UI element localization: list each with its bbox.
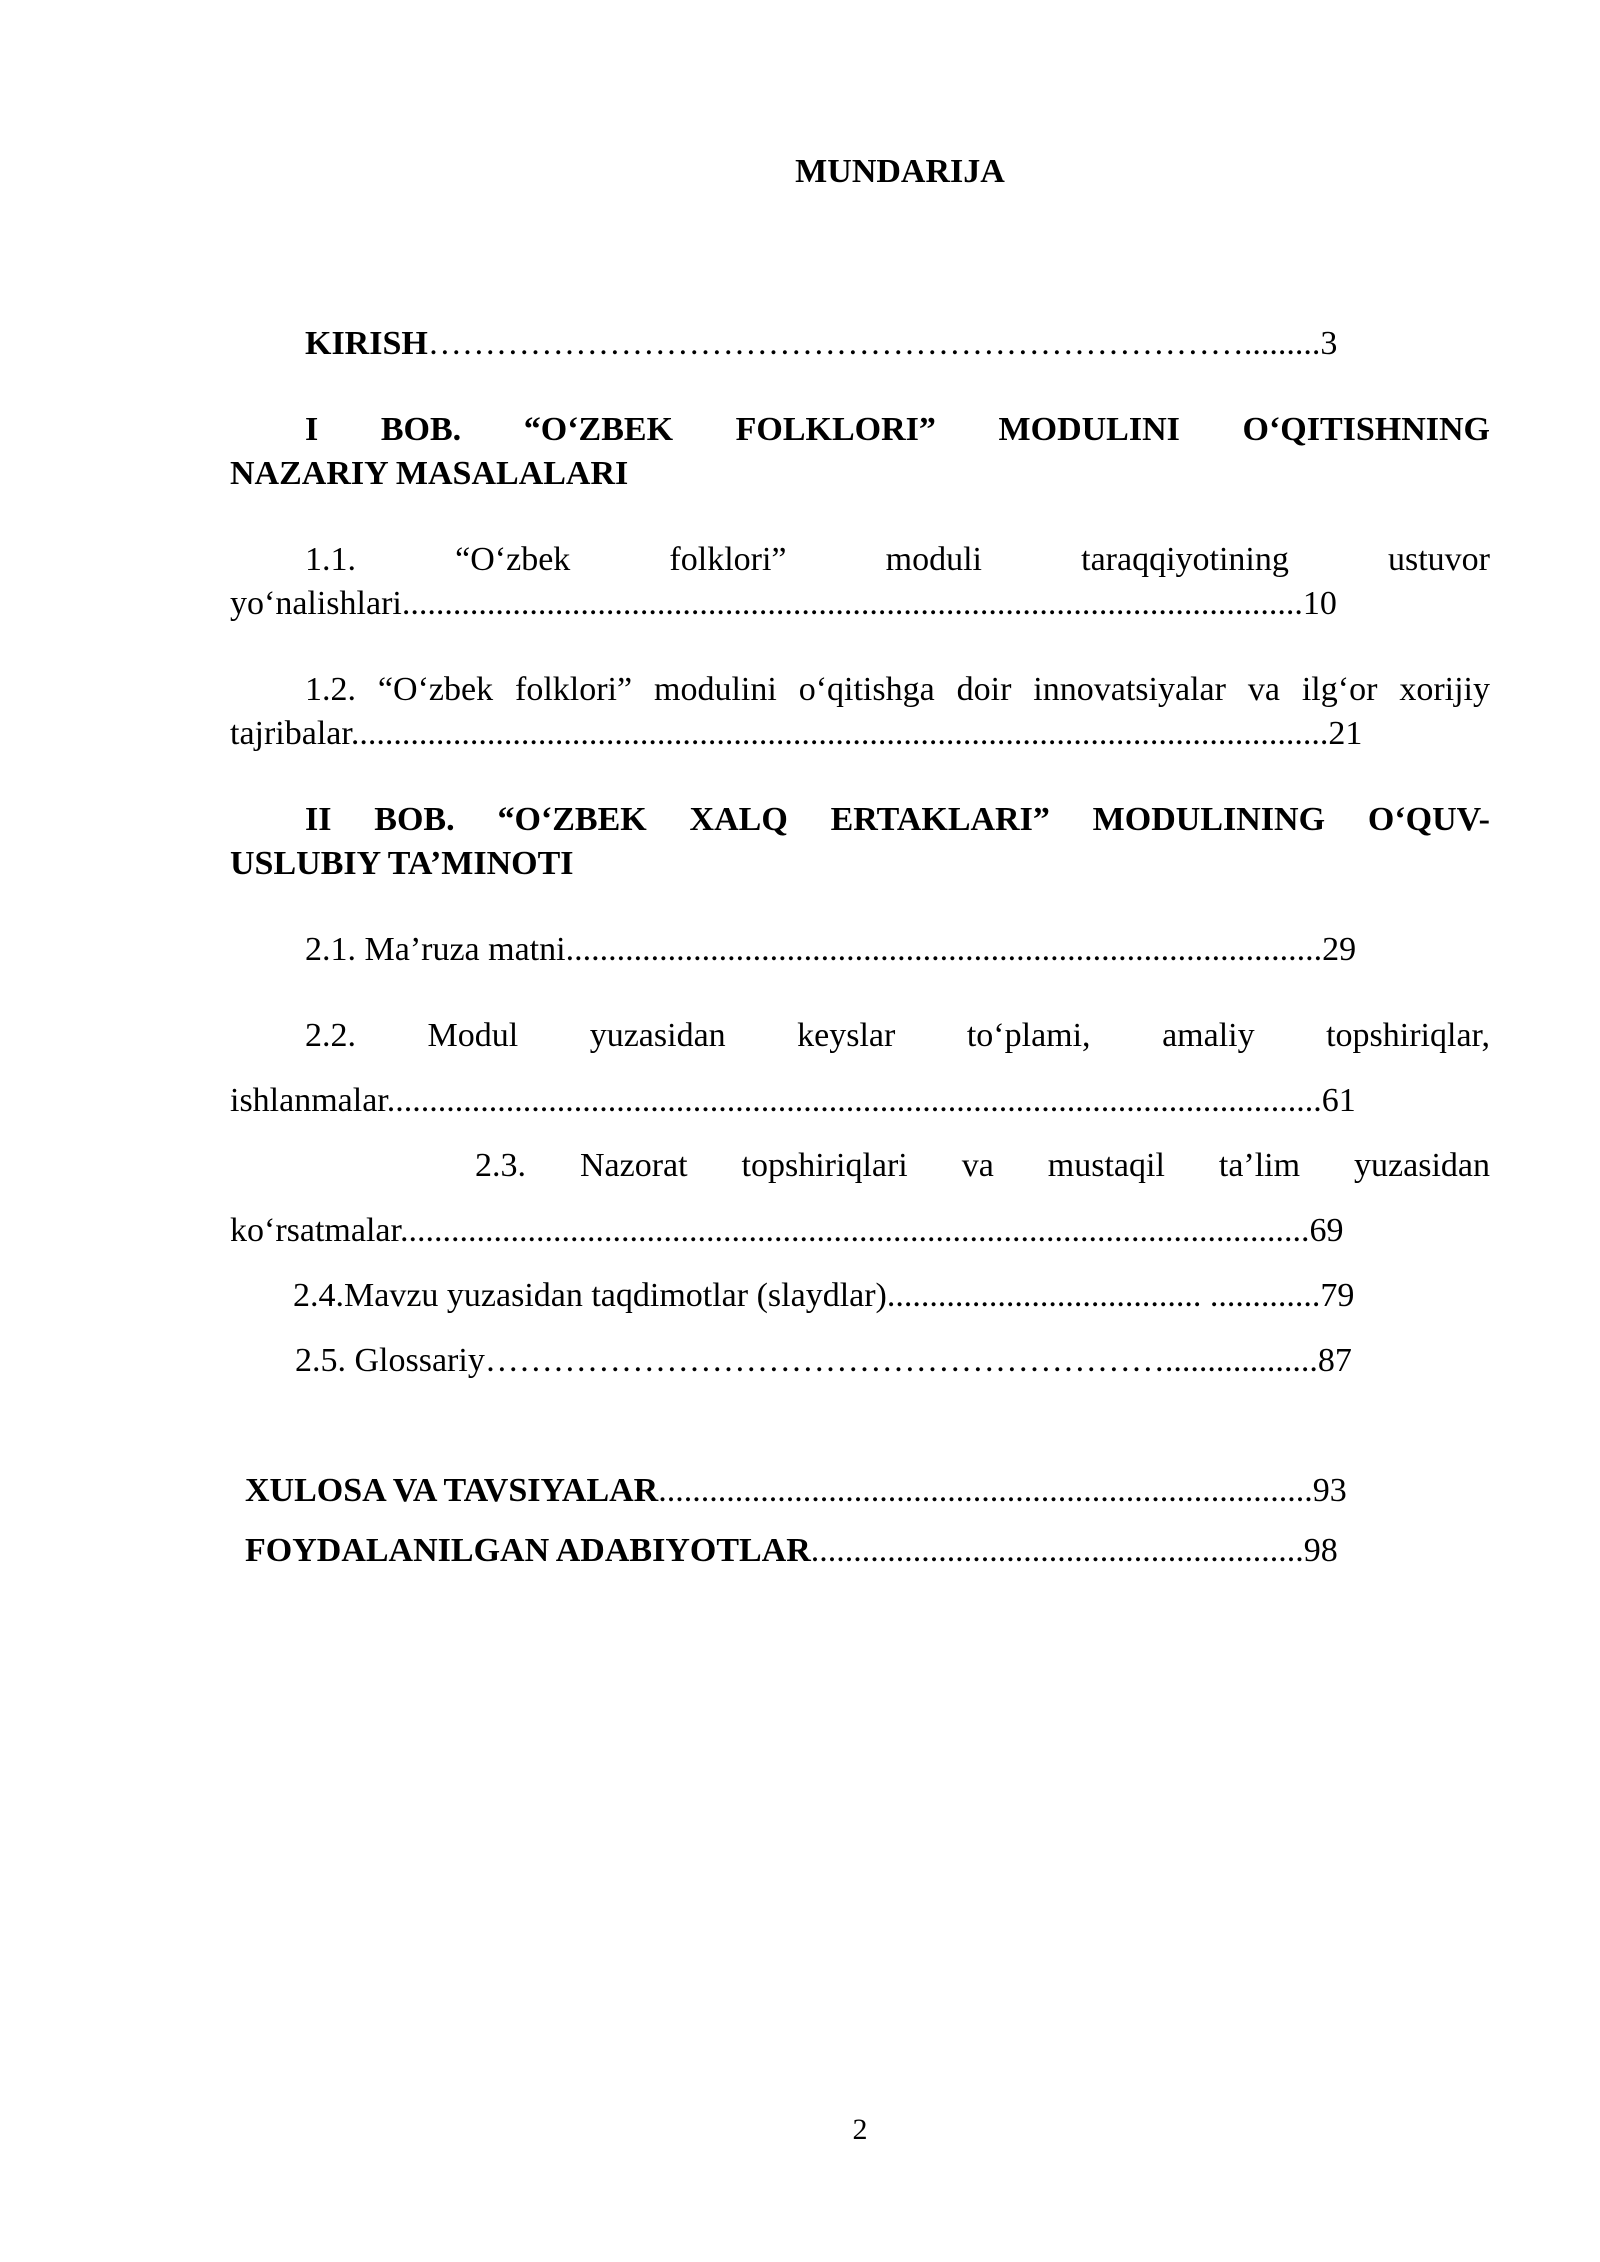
toc-entry-2-3-line1: 2.3. Nazorat topshiriqlari va mustaqil ta’lim yuzasidan: [475, 1147, 1490, 1184]
toc-label: tajribalar: [230, 715, 351, 752]
toc-label: 2.1. Ma’ruza matni: [305, 931, 566, 968]
toc-entry-1-2-line1: 1.2. “O‘zbek folklori” modulini o‘qitishga doir innovatsiyalar va ilg‘or xorijiy: [305, 671, 1490, 708]
toc-page: 21: [1328, 715, 1363, 752]
toc-entry-2-3-line2: [230, 1209, 1343, 1253]
toc-page: 61: [1321, 1082, 1356, 1119]
page-number: 2: [852, 2113, 868, 2146]
toc-chapter-2-line1: II BOB. “O‘ZBEK XALQ ERTAKLARI” MODULINING O‘QUV-: [305, 801, 1490, 838]
page-title: MUNDARIJA: [795, 153, 1005, 190]
toc-chapter-1-line1: I BOB. “O‘ZBEK FOLKLORI” MODULINI O‘QITISHNING: [305, 411, 1490, 448]
toc-chapter-2-line2: USLUBIY TA’MINOTI: [230, 845, 574, 882]
toc-leader: .........................................................................................: [565, 931, 1323, 968]
toc-page: 69: [1309, 1212, 1344, 1249]
toc-leader: ...................................................................................................................: [350, 715, 1329, 752]
toc-entry-2-1: [305, 928, 1356, 972]
toc-entry-kirish: [305, 322, 1337, 366]
toc-entry-1-1-line1: 1.1. “O‘zbek folklori” moduli taraqqiyotining ustuvor: [305, 541, 1490, 578]
toc-page: 10: [1302, 585, 1337, 622]
toc-entry-1-2-line2: [230, 712, 1362, 756]
toc-leader: ..........................................................................................................: [401, 585, 1303, 622]
toc-label: FOYDALANILGAN ADABIYOTLAR: [245, 1532, 811, 1569]
toc-entry-1-1-line2: [230, 582, 1337, 626]
toc-entry-xulosa: [245, 1469, 1347, 1513]
toc-entry-2-2-line2: [230, 1079, 1356, 1123]
toc-leader: ..........................................................: [810, 1532, 1304, 1569]
toc-label: ishlanmalar: [230, 1082, 387, 1119]
toc-leader: .............................................................................: [658, 1472, 1313, 1509]
toc-page: 3: [1320, 325, 1338, 362]
toc-page: 87: [1317, 1342, 1352, 1379]
toc-leader: ..............................................................................................................: [386, 1082, 1322, 1119]
toc-entry-adabiyotlar: [245, 1529, 1338, 1573]
toc-page: 79: [1320, 1277, 1355, 1314]
toc-entry-2-5: [295, 1339, 1352, 1383]
toc-leader: ……………………………………………………..................: [484, 1342, 1318, 1379]
toc-entry-2-2-line1: 2.2. Modul yuzasidan keyslar to‘plami, amaliy topshiriqlar,: [305, 1017, 1490, 1054]
toc-entry-2-4: [293, 1274, 1354, 1318]
toc-label: ko‘rsatmalar: [230, 1212, 400, 1249]
toc-label: XULOSA VA TAVSIYALAR: [245, 1472, 659, 1509]
toc-page: 93: [1312, 1472, 1347, 1509]
toc-leader: ……………………………………………………………….........: [427, 325, 1321, 362]
toc-label: yo‘nalishlari: [230, 585, 402, 622]
toc-leader: ..................................... .............: [886, 1277, 1321, 1314]
toc-page: 29: [1322, 931, 1357, 968]
toc-page: 98: [1303, 1532, 1338, 1569]
toc-label: KIRISH: [305, 325, 428, 362]
toc-chapter-1-line2: NAZARIY MASALALARI: [230, 455, 629, 492]
toc-label: 2.4.Mavzu yuzasidan taqdimotlar (slaydlar): [293, 1277, 887, 1314]
toc-leader: ...........................................................................................................: [399, 1212, 1310, 1249]
toc-label: 2.5. Glossariy: [295, 1342, 485, 1379]
